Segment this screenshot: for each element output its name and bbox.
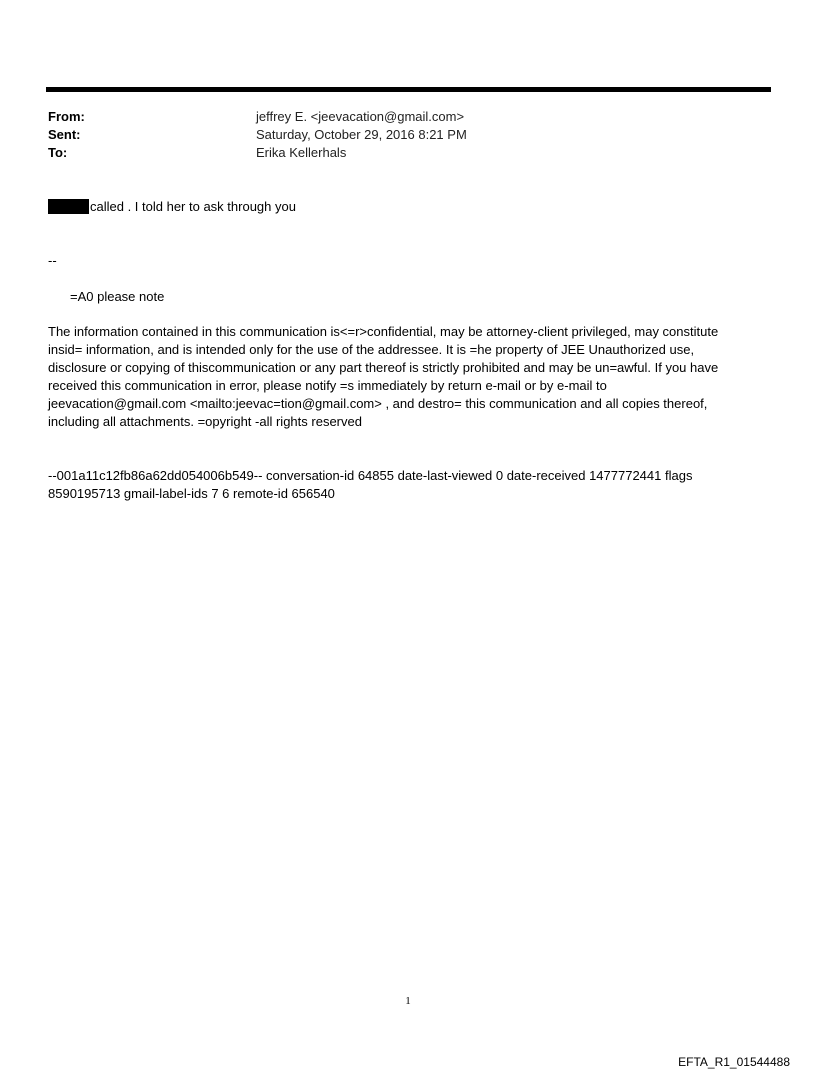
disclaimer-line: jeevacation@gmail.com <mailto:jeevac=tion@gmail.com> , and destro= this communication and all copies thereof, bbox=[48, 396, 708, 411]
redaction-box bbox=[48, 199, 89, 214]
message-line bbox=[48, 198, 296, 216]
signature-separator: -- bbox=[48, 253, 57, 268]
metadata-paragraph bbox=[48, 467, 768, 503]
disclaimer-line: insid= information, and is intended only for the use of the addressee. It is =he property of JEE Unauthorized use, bbox=[48, 342, 695, 357]
email-header bbox=[48, 108, 768, 162]
message-text: called . I told her to ask through you bbox=[90, 199, 296, 214]
metadata-line: 8590195713 gmail-label-ids 7 6 remote-id 656540 bbox=[48, 486, 335, 501]
page-number: 1 bbox=[405, 995, 411, 1007]
to-value: Erika Kellerhals bbox=[256, 145, 347, 160]
note-line: =A0 please note bbox=[70, 289, 165, 304]
sent-value: Saturday, October 29, 2016 8:21 PM bbox=[256, 127, 467, 142]
sent-label: Sent: bbox=[48, 127, 81, 142]
from-row bbox=[48, 108, 768, 126]
disclaimer-line: received this communication in error, please notify =s immediately by return e-mail or by e-mail to bbox=[48, 378, 607, 393]
disclaimer-line: The information contained in this communication is<=r>confidential, may be attorney-client privileged, may constitute bbox=[48, 324, 719, 339]
from-label: From: bbox=[48, 109, 85, 124]
metadata-line: --001a11c12fb86a62dd054006b549-- conversation-id 64855 date-last-viewed 0 date-received 1477772441 flags bbox=[48, 468, 693, 483]
from-value: jeffrey E. <jeevacation@gmail.com> bbox=[256, 109, 465, 124]
disclaimer-line: including all attachments. =opyright -all rights reserved bbox=[48, 414, 362, 429]
disclaimer-paragraph bbox=[48, 323, 768, 431]
to-row bbox=[48, 144, 768, 162]
header-rule bbox=[46, 87, 771, 92]
to-label: To: bbox=[48, 145, 68, 160]
document-id: EFTA_R1_01544488 bbox=[678, 1055, 790, 1069]
disclaimer-line: disclosure or copying of thiscommunication or any part thereof is strictly prohibited and may be un=awful. If you have bbox=[48, 360, 719, 375]
sent-row bbox=[48, 126, 768, 144]
